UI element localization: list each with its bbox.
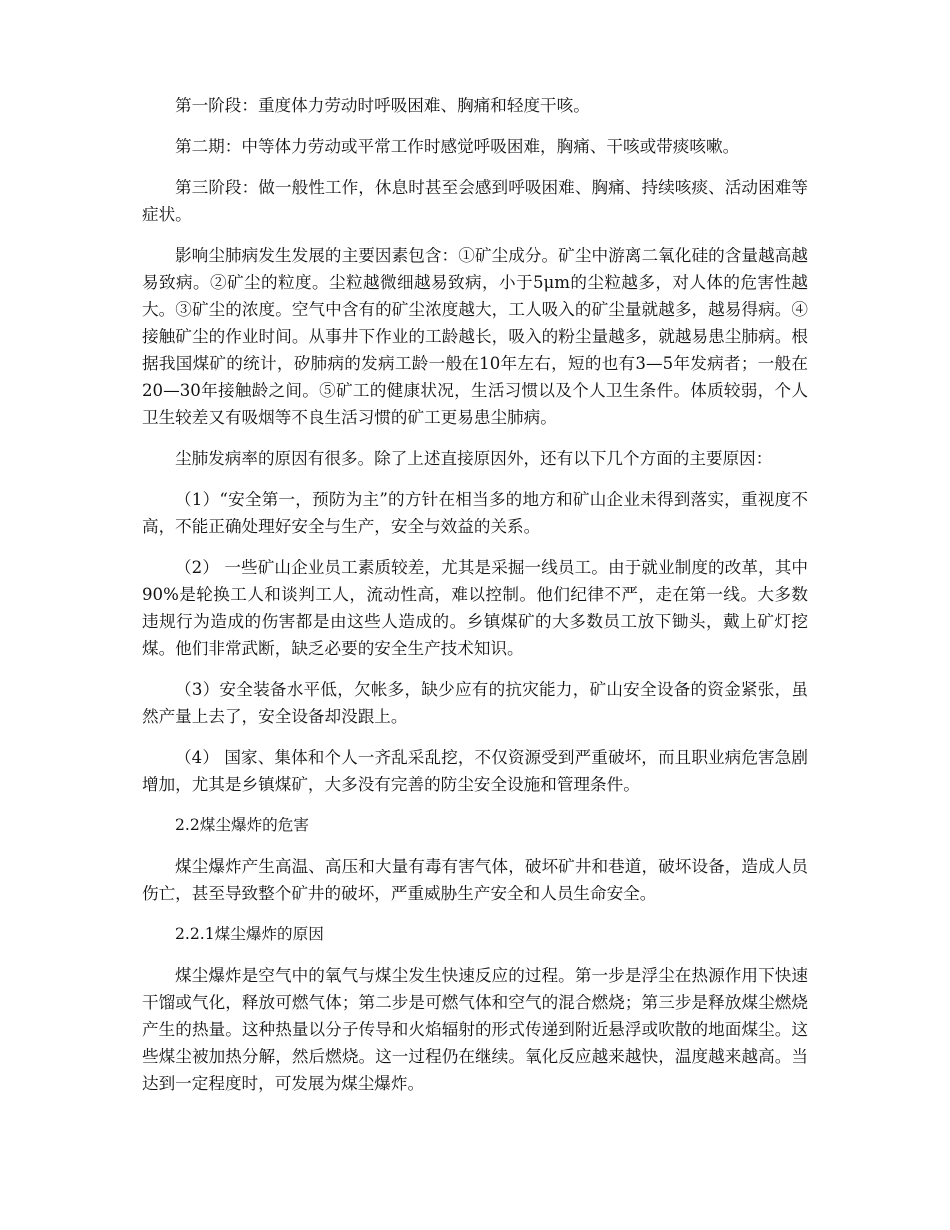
paragraph-cause-2: （2） 一些矿山企业员工素质较差，尤其是采掘一线员工。由于就业制度的改革，其中90%是轮换工人和谈判工人，流动性高，难以控制。他们纪律不严，走在第一线。大多数违规行为造成的伤害都是由这些人造成的。乡镇煤矿的大多数员工放下锄头，戴上矿灯挖煤。他们非常武断，缺乏必要的安全生产技术知识。 xyxy=(142,558,808,658)
paragraph-stage-two: 第二期：中等体力劳动或平常工作时感觉呼吸困难，胸痛、干咳或带痰咳嗽。 xyxy=(175,137,740,156)
section-heading-2-2-1: 2.2.1煤尘爆炸的原因 xyxy=(175,925,324,943)
paragraph-explosion-cause: 煤尘爆炸是空气中的氧气与煤尘发生快速反应的过程。第一步是浮尘在热源作用下快速干馏或气化，释放可燃气体；第二步是可燃气体和空气的混合燃烧；第三步是释放煤尘燃烧产生的热量。这种热量以分子传导和火焰辐射的形式传递到附近悬浮或吹散的地面煤尘。这些煤尘被加热分解，然后燃烧。这一过程仍在继续。氧化反应越来越快，温度越来越高。当达到一定程度时，可发展为煤尘爆炸。 xyxy=(142,966,808,1093)
paragraph-cause-1: （1）“安全第一，预防为主”的方针在相当多的地方和矿山企业未得到落实，重视度不高，不能正确处理好安全与生产，安全与效益的关系。 xyxy=(142,490,808,536)
paragraph-stage-one: 第一阶段：重度体力劳动时呼吸困难、胸痛和轻度干咳。 xyxy=(175,96,590,115)
paragraph-cause-4: （4） 国家、集体和个人一齐乱采乱挖，不仅资源受到严重破坏，而且职业病危害急剧增加，尤其是乡镇煤矿，大多没有完善的防尘安全设施和管理条件。 xyxy=(142,748,808,794)
paragraph-stage-three: 第三阶段：做一般性工作，休息时甚至会感到呼吸困难、胸痛、持续咳痰、活动困难等症状。 xyxy=(142,178,808,224)
paragraph-explosion-hazard: 煤尘爆炸产生高温、高压和大量有毒有害气体，破坏矿井和巷道，破坏设备，造成人员伤亡，甚至导致整个矿井的破坏，严重威胁生产安全和人员生命安全。 xyxy=(142,857,808,903)
section-heading-2-2: 2.2煤尘爆炸的危害 xyxy=(175,816,309,834)
document-page xyxy=(142,92,808,1111)
paragraph-factors: 影响尘肺病发生发展的主要因素包含：①矿尘成分。矿尘中游离二氧化硅的含量越高越易致病。②矿尘的粒度。尘粒越微细越易致病，小于5μm的尘粒越多，对人体的危害性越大。③矿尘的浓度。空气中含有的矿尘浓度越大，工人吸入的矿尘量就越多，越易得病。④接触矿尘的作业时间。从事井下作业的工龄越长，吸入的粉尘量越多，就越易患尘肺病。根据我国煤矿的统计，矽肺病的发病工龄一般在10年左右，短的也有3—5年发病者；一般在20—30年接触龄之间。⑤矿工的健康状况，生活习惯以及个人卫生条件。体质较弱，个人卫生较差又有吸烟等不良生活习惯的矿工更易患尘肺病。 xyxy=(142,246,808,427)
paragraph-causes-intro: 尘肺发病率的原因有很多。除了上述直接原因外，还有以下几个方面的主要原因： xyxy=(175,449,773,468)
paragraph-cause-3: （3）安全装备水平低，欠帐多，缺少应有的抗灾能力，矿山安全设备的资金紧张，虽然产量上去了，安全设备却没跟上。 xyxy=(142,680,808,726)
